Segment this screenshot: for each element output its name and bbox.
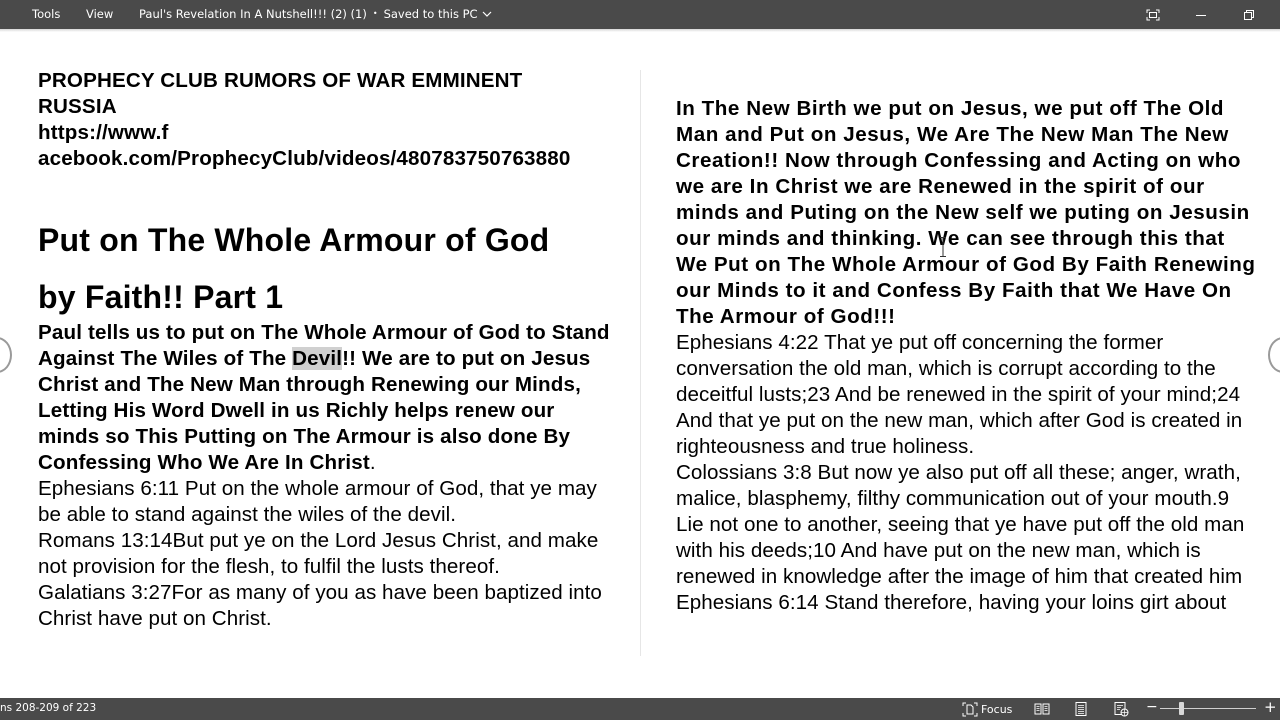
read-mode-icon[interactable] bbox=[1034, 701, 1050, 717]
text-cursor-icon bbox=[940, 237, 946, 257]
status-bar bbox=[0, 698, 1280, 720]
heading-line: Put on The Whole Armour of God bbox=[38, 222, 550, 258]
zoom-in-button[interactable]: + bbox=[1264, 698, 1277, 716]
heading-line: by Faith!! Part 1 bbox=[38, 279, 284, 315]
zoom-slider-thumb[interactable] bbox=[1179, 702, 1184, 715]
minimize-button[interactable] bbox=[1181, 0, 1221, 29]
verse-paragraph: Colossians 3:8 But now ye also put off all these; anger, wrath, malice, blasphemy, filthy communication out of your mouth.9 Lie not one to another, seeing that ye have put off the old man with his deeds;10 And have put on the new man, which is renewed in knowledge after the image of him that created him bbox=[676, 461, 1245, 588]
intro-paragraph bbox=[38, 320, 618, 476]
video-link[interactable]: acebook.com/ProphecyClub/videos/480783750763880 bbox=[38, 147, 571, 170]
document-name: Paul's Revelation In A Nutshell!!! (2) (1) bbox=[139, 7, 367, 21]
next-page-button[interactable] bbox=[1268, 337, 1280, 373]
verse-paragraph: Ephesians 4:22 That ye put off concerning the former conversation the old man, which is corrupt according to the deceitful lusts;23 And be renewed in the spirit of your mind;24 And that ye put on the new man, which after God is created in righteousness and true holiness. bbox=[676, 331, 1243, 458]
page-counter: ns 208-209 of 223 bbox=[0, 702, 97, 714]
verse-paragraph: Romans 13:14But put ye on the Lord Jesus Christ, and make not provision for the flesh, to fulfil the lusts thereof. bbox=[38, 529, 599, 578]
video-link[interactable]: https://www.f bbox=[38, 121, 169, 144]
right-page bbox=[676, 96, 1256, 616]
save-status: Saved to this PC bbox=[383, 7, 478, 21]
menu-tools[interactable]: Tools bbox=[32, 7, 61, 21]
focus-icon bbox=[962, 702, 978, 717]
fullscreen-icon bbox=[1146, 9, 1160, 21]
restore-button[interactable] bbox=[1229, 0, 1269, 29]
web-layout-icon[interactable] bbox=[1113, 701, 1129, 717]
minimize-icon bbox=[1195, 9, 1207, 21]
title-separator: • bbox=[372, 8, 378, 18]
focus-button[interactable] bbox=[962, 700, 1012, 718]
fullscreen-button[interactable] bbox=[1133, 0, 1173, 29]
verse-paragraph: Ephesians 6:14 Stand therefore, having your loins girt about bbox=[676, 591, 1227, 614]
print-layout-icon[interactable] bbox=[1073, 701, 1089, 717]
highlighted-search-match: Devil bbox=[292, 347, 343, 370]
restore-icon bbox=[1243, 9, 1255, 21]
paragraph-text: !! We are to put on Jesus Christ and The New Man through Renewing our Minds, Letting His Word Dwell in us Richly helps renew our minds so This Putting on The Armour is also done By Confessing Who We Are In Christ bbox=[38, 347, 591, 474]
blank-line bbox=[38, 172, 618, 198]
zoom-slider[interactable] bbox=[1160, 708, 1256, 709]
left-page bbox=[38, 68, 618, 632]
page-divider bbox=[640, 70, 641, 656]
section-heading bbox=[38, 212, 618, 326]
focus-label: Focus bbox=[981, 702, 1013, 716]
paragraph-text: Paul tells us to put on The Whole Armour of God to Stand Against The Wiles of The bbox=[38, 321, 610, 370]
intro-line: PROPHECY CLUB RUMORS OF WAR EMMINENT bbox=[38, 69, 523, 92]
paragraph-end: . bbox=[369, 451, 376, 474]
titlebar-shadow bbox=[0, 29, 1280, 32]
title-bar bbox=[0, 0, 1280, 29]
menu-view[interactable]: View bbox=[86, 7, 114, 21]
previous-page-button[interactable] bbox=[0, 337, 12, 373]
bold-paragraph: In The New Birth we put on Jesus, we put off The Old Man and Put on Jesus, We Are The New Man The New Creation!! Now through Confessing and Acting on who we are In Christ we are Renewed in the spirit of our minds and Puting on the New self we puting on Jesusin our minds and thinking. We can see through this that We Put on The Whole Armour of God By Faith Renewing our Minds to it and Confess By Faith that We Have On The Armour of God!!! bbox=[676, 97, 1256, 328]
verse-paragraph: Ephesians 6:11 Put on the whole armour of God, that ye may be able to stand against the wiles of the devil. bbox=[38, 477, 597, 526]
zoom-out-button[interactable]: − bbox=[1146, 699, 1158, 715]
document-title-dropdown[interactable] bbox=[139, 7, 492, 21]
chevron-down-icon bbox=[482, 9, 492, 19]
intro-line: RUSSIA bbox=[38, 95, 117, 118]
verse-paragraph: Galatians 3:27For as many of you as have been baptized into Christ have put on Christ. bbox=[38, 581, 602, 630]
